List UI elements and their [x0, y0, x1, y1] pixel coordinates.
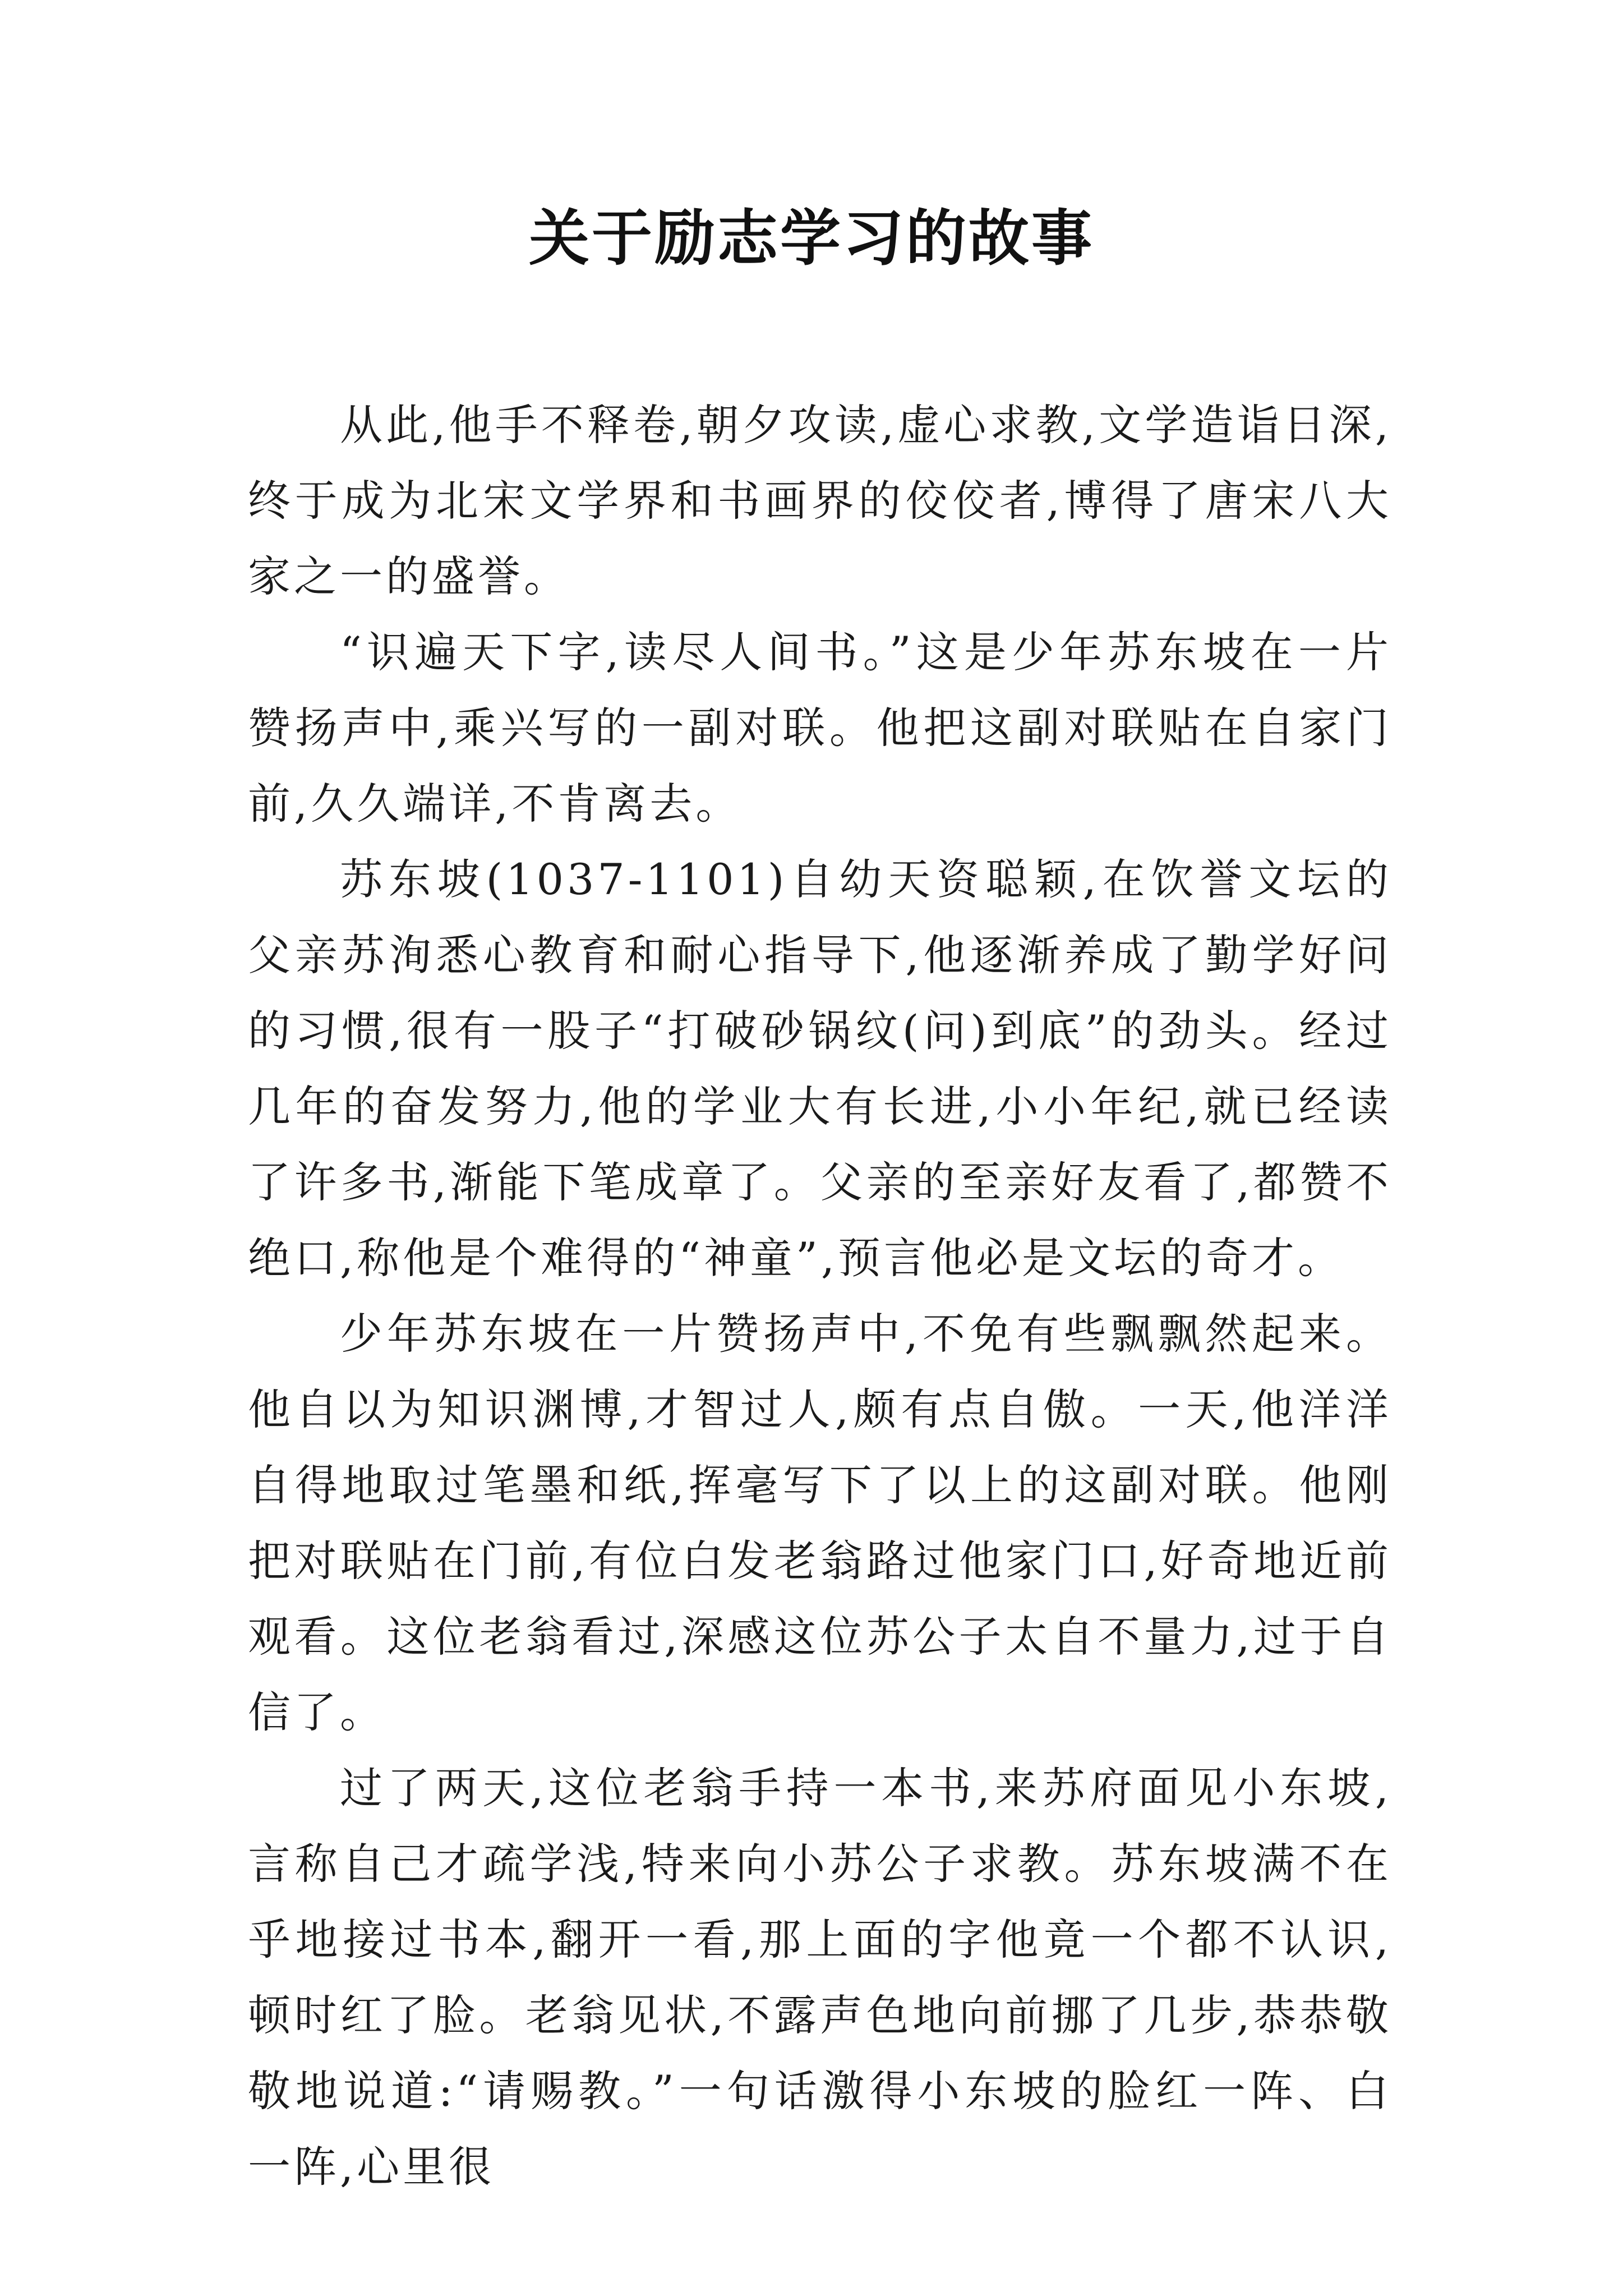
document-body — [248, 387, 1392, 2205]
paragraph: 过了两天,这位老翁手持一本书,来苏府面见小东坡,言称自己才疏学浅,特来向小苏公子求教。苏东坡满不在乎地接过书本,翻开一看,那上面的字他竟一个都不认识,顿时红了脸。老翁见状,不露声色地向前挪了几步,恭恭敬敬地说道:“请赐教。”一句话激得小东坡的脸红一阵、白一阵,心里很 — [248, 1763, 1392, 2192]
paragraph: “识遍天下字,读尽人间书。”这是少年苏东坡在一片赞扬声中,乘兴写的一副对联。他把这副对联贴在自家门前,久久端详,不肯离去。 — [248, 627, 1392, 829]
paragraph: 苏东坡(1037-1101)自幼天资聪颖,在饮誉文坛的父亲苏洵悉心教育和耐心指导下,他逐渐养成了勤学好问的习惯,很有一股子“打破砂锅纹(问)到底”的劲头。经过几年的奋发努力,他的学业大有长进,小小年纪,就已经读了许多书,渐能下笔成章了。父亲的至亲好友看了,都赞不绝口,称他是个难得的“神童”,预言他必是文坛的奇才。 — [248, 854, 1392, 1283]
paragraph: 少年苏东坡在一片赞扬声中,不免有些飘飘然起来。他自以为知识渊博,才智过人,颇有点自傲。一天,他洋洋自得地取过笔墨和纸,挥毫写下了以上的这副对联。他刚把对联贴在门前,有位白发老翁路过他家门口,好奇地近前观看。这位老翁看过,深感这位苏公子太自不量力,过于自信了。 — [248, 1309, 1392, 1737]
document-title: 关于励志学习的故事 — [528, 203, 1094, 274]
paragraph: 从此,他手不释卷,朝夕攻读,虚心求教,文学造诣日深,终于成为北宋文学界和书画界的佼佼者,博得了唐宋八大家之一的盛誉。 — [248, 400, 1392, 601]
